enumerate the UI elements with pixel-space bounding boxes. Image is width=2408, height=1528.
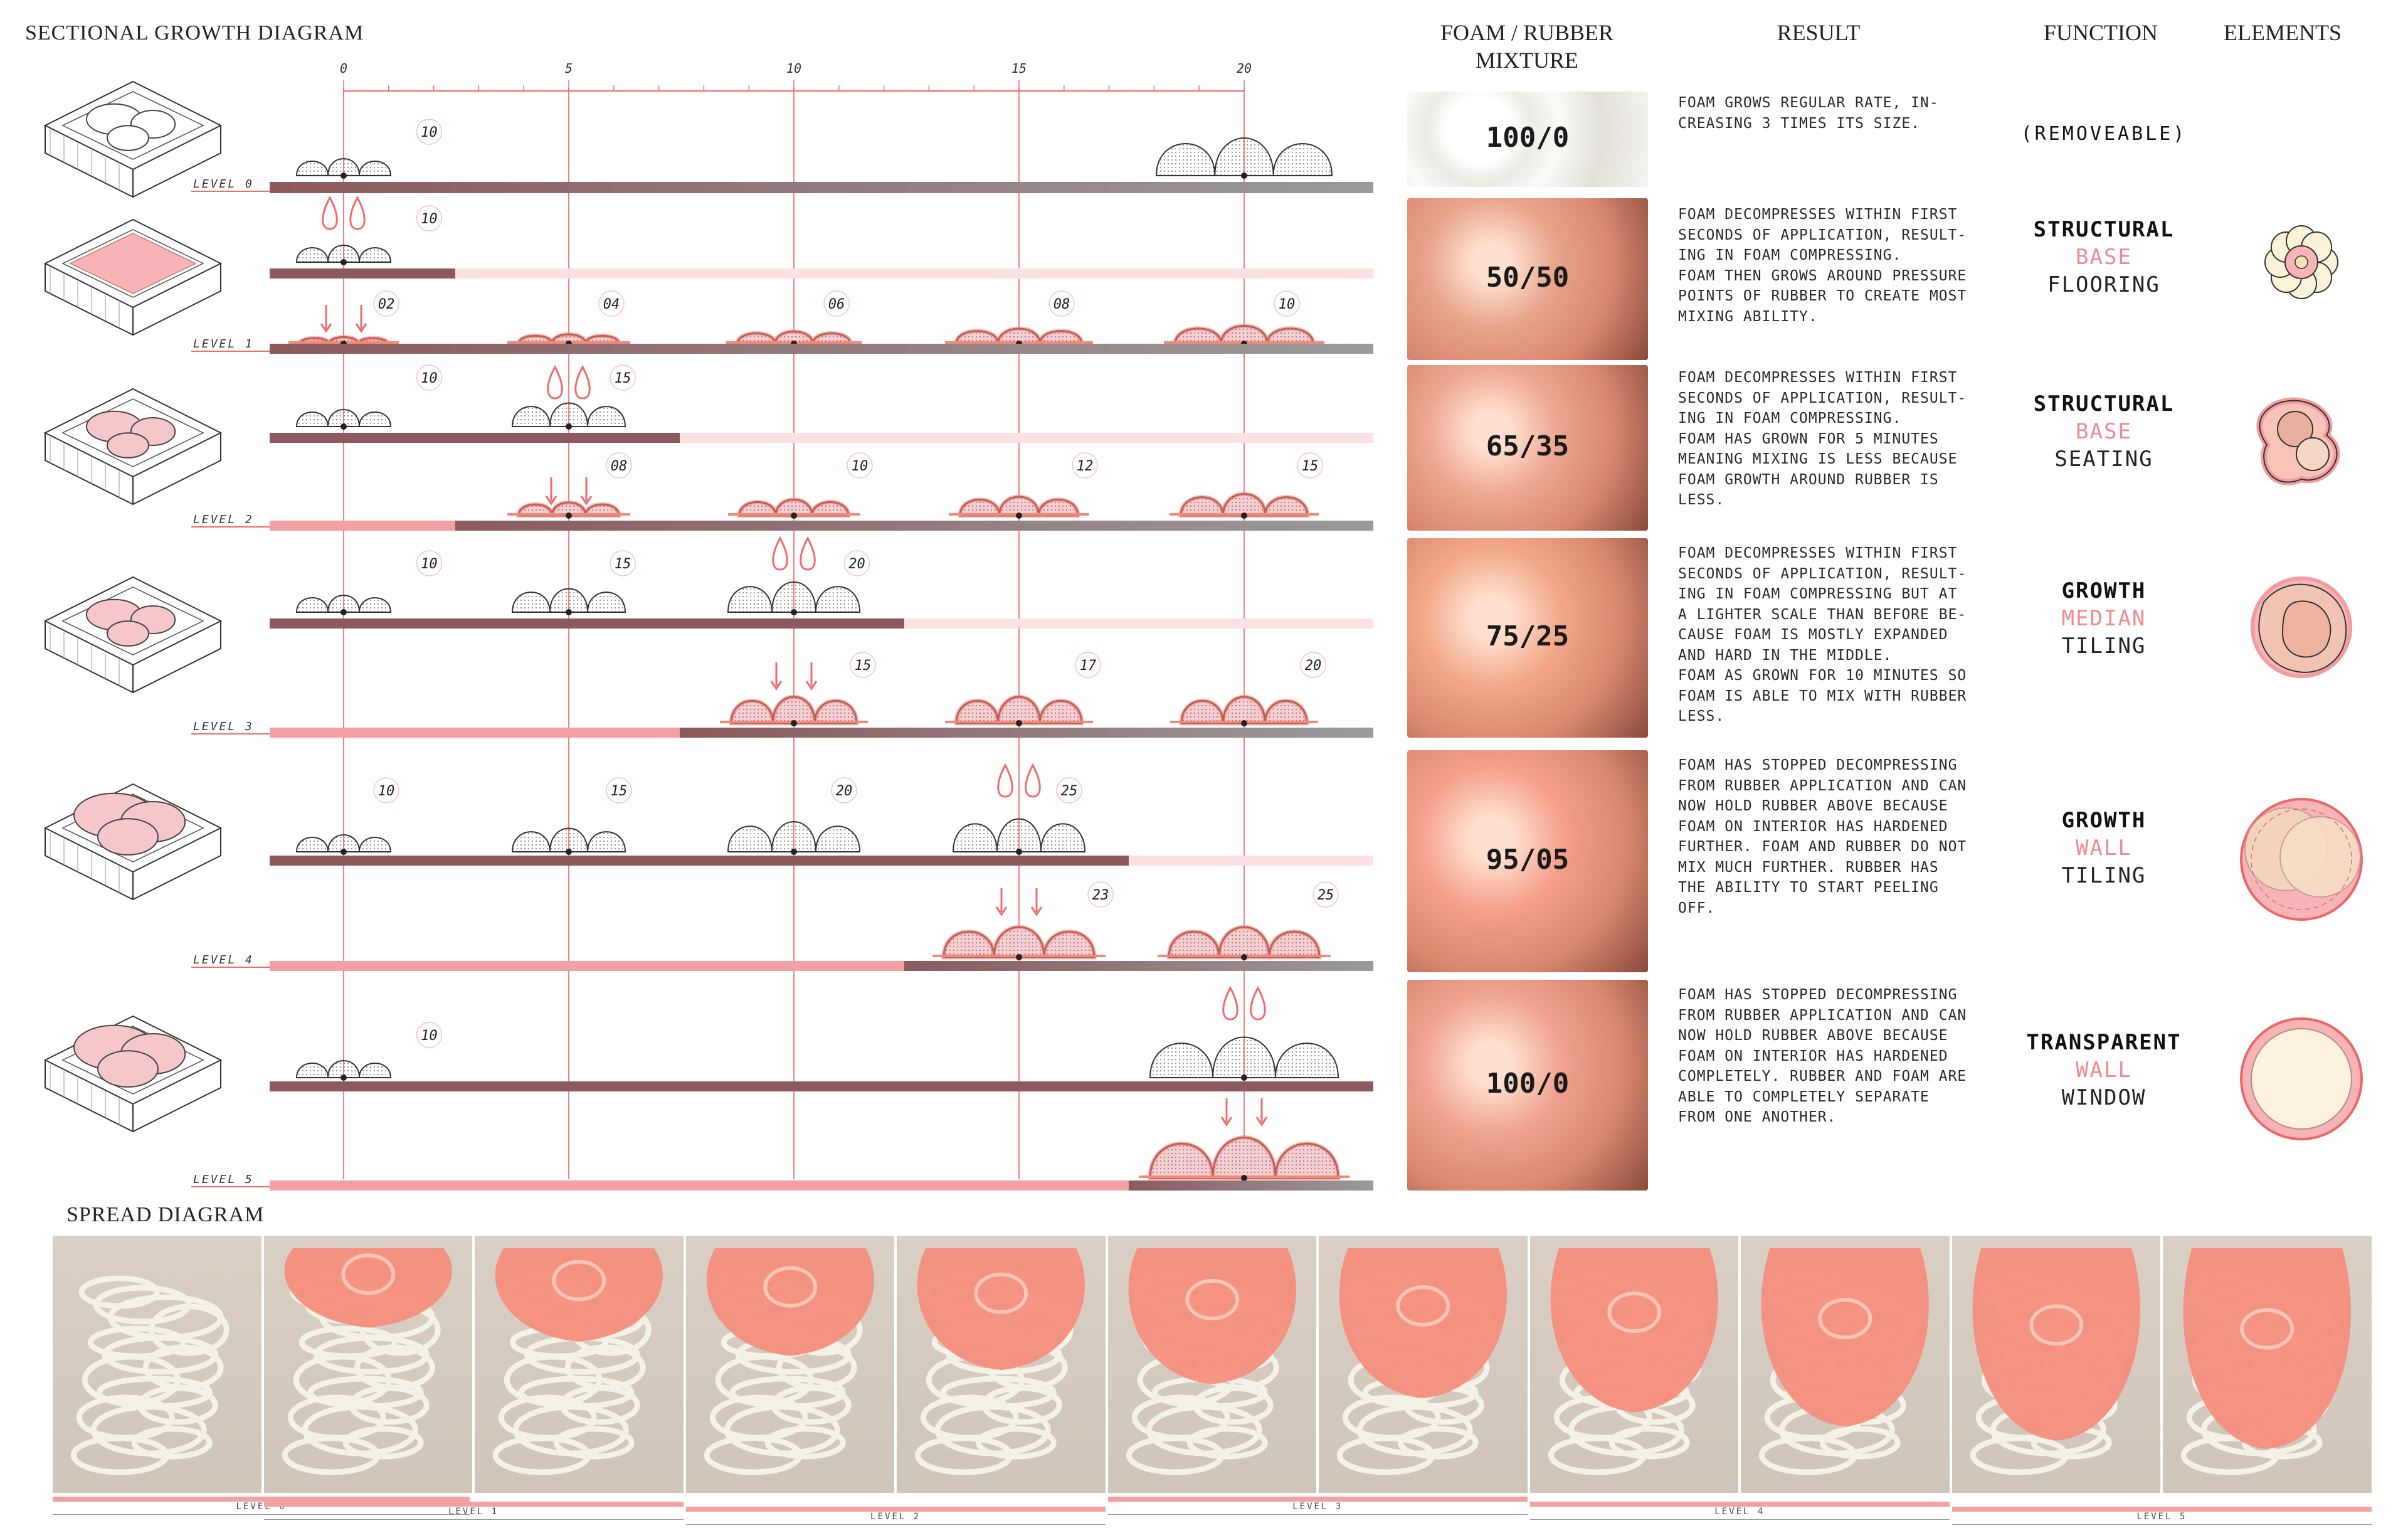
spread-level-label: LEVEL 0 (236, 1502, 287, 1512)
foam-blob (297, 1061, 391, 1081)
spread-photo-art (1108, 1236, 1317, 1493)
timeline-bar (904, 618, 1373, 629)
function-line: BASE (2076, 419, 2132, 444)
spread-photo (2163, 1236, 2372, 1493)
spread-level-label: LEVEL 2 (870, 1512, 921, 1522)
timeline-bar (270, 961, 904, 971)
element-shape-icon (2241, 799, 2362, 920)
function-label (2007, 390, 2201, 473)
function-line: BASE (2076, 245, 2132, 270)
foam-rubber-blob (1170, 494, 1319, 519)
rubber-drop-icon (323, 198, 337, 229)
timeline-bar (270, 856, 1129, 866)
stage-label: 17 (1079, 658, 1097, 674)
spread-level-bar (1108, 1497, 1528, 1515)
level-label: LEVEL 4 (193, 953, 254, 967)
function-line: STRUCTURAL (2033, 217, 2175, 242)
stage-label: 15 (610, 783, 628, 799)
foam-rubber-blob (932, 927, 1106, 960)
level-label: LEVEL 0 (193, 178, 254, 191)
spread-photo (1108, 1236, 1317, 1493)
spread-photo (897, 1236, 1106, 1493)
mixture-photo (1407, 365, 1648, 531)
timeline-bar (904, 961, 1373, 971)
mixture-photo (1407, 198, 1648, 360)
spread-photo-art (897, 1236, 1106, 1493)
timeline-bar (680, 728, 1373, 738)
rubber-drop-icon (773, 538, 788, 570)
foam-rubber-blob (1164, 326, 1324, 348)
timeline-bar (270, 182, 1373, 193)
stage-label: 15 (614, 371, 631, 386)
spread-level-label: LEVEL 1 (448, 1507, 499, 1517)
function-line: (REMOVEABLE) (2020, 123, 2187, 145)
column-header-mixture-line1: FOAM / RUBBER (1440, 20, 1614, 45)
timeline-bar (270, 618, 904, 629)
result-text: FOAM HAS STOPPED DECOMPRESSING FROM RUBBER APPLICATION AND CAN NOW HOLD RUBBER ABOVE BECAUSE FOAM ON INTERIOR HAS HARDENED FURTHER. FOAM AND RUBBER DO NOT MIX MUCH FURTHER. RUBBER HAS THE ABILITY TO START PEELING OFF. (1678, 757, 1967, 916)
foam-rubber-blob (1158, 927, 1331, 960)
spread-photo-art (1530, 1236, 1739, 1493)
function-line: TRANSPARENT (2026, 1030, 2182, 1055)
column-header-function: FUNCTION (2043, 20, 2158, 45)
foam-rubber-blob (720, 697, 868, 726)
spread-level-bar (686, 1507, 1106, 1525)
foam-rubber-blob (949, 497, 1089, 519)
foam-blob (953, 819, 1085, 856)
spread-level-bar (264, 1502, 684, 1520)
spread-photo-art (53, 1236, 261, 1493)
stage-label: 15 (614, 556, 631, 572)
result-text: FOAM DECOMPRESSES WITHIN FIRST SECONDS OF APPLICATION, RESULT- ING IN FOAM COMPRESSING. FOAM HAS GROWN FOR 5 MINUTES MEANING MIXING IS LESS BECAUSE FOAM GROWTH AROUND RUBBER IS LESS. (1678, 369, 1967, 508)
foam-blob (297, 835, 391, 855)
function-line (2007, 176, 2201, 203)
foam-blob (512, 829, 625, 856)
level-label: LEVEL 5 (193, 1173, 254, 1186)
foam-rubber-blob (1139, 1138, 1349, 1182)
rubber-drop-icon (1251, 988, 1265, 1019)
spread-photo-art (686, 1236, 895, 1493)
function-label (2007, 120, 2201, 203)
spread-photo (264, 1236, 473, 1493)
stage-label: 08 (1053, 297, 1070, 312)
spread-photo (1319, 1236, 1528, 1493)
timeline-bar (1129, 1180, 1373, 1191)
foam-blob (728, 822, 860, 855)
rubber-spread (706, 1248, 874, 1356)
timeline-bar (1129, 856, 1373, 866)
timeline-tick-label: 10 (786, 61, 802, 76)
stage-label: 15 (854, 658, 872, 674)
timeline-bar (270, 1081, 1373, 1091)
sectional-growth-diagram (0, 0, 1380, 1204)
timeline-bar (270, 1180, 1129, 1191)
column-header-elements: ELEMENTS (2224, 20, 2342, 45)
function-line: WALL (2076, 1058, 2132, 1083)
level-label: LEVEL 1 (193, 337, 254, 351)
sectional-diagram-title: SECTIONAL GROWTH DIAGRAM (25, 21, 364, 45)
stage-label: 02 (378, 297, 395, 312)
column-header-mixture (1405, 19, 1649, 74)
mixture-ratio: 95/05 (1486, 844, 1570, 876)
function-line: WINDOW (2061, 1085, 2147, 1110)
spread-level-label: LEVEL 5 (2136, 1512, 2187, 1522)
timeline-bar (455, 268, 1373, 279)
stage-label: 04 (603, 297, 620, 312)
stage-label: 10 (421, 211, 438, 227)
mixture-photo (1407, 750, 1648, 972)
spread-photo (1530, 1236, 1739, 1493)
function-line: TILING (2061, 634, 2147, 659)
spread-photo (1741, 1236, 1950, 1493)
timeline-tick-label: 15 (1011, 61, 1027, 76)
stage-label: 10 (421, 1028, 438, 1044)
foam-blob (728, 582, 860, 615)
column-header-result: RESULT (1777, 20, 1861, 45)
spread-photo-art (475, 1236, 684, 1493)
iso-box-icon (45, 784, 221, 899)
foam-blob (297, 595, 391, 615)
spread-photo (53, 1236, 261, 1493)
spread-photo-art (2163, 1236, 2372, 1493)
iso-box-icon (45, 577, 221, 692)
result-text: FOAM DECOMPRESSES WITHIN FIRST SECONDS OF APPLICATION, RESULT- ING IN FOAM COMPRESSING. FOAM THEN GROWS AROUND PRESSURE POINTS OF RUBBER TO CREATE MOST MIXING ABILITY. (1678, 206, 1967, 325)
foam-blob (297, 245, 391, 265)
stage-label: 20 (848, 556, 865, 572)
function-label (2007, 1029, 2201, 1112)
foam-blob (1156, 138, 1332, 179)
rubber-drop-icon (1026, 765, 1040, 797)
function-line: WALL (2076, 836, 2132, 861)
stage-label: 08 (610, 459, 628, 474)
iso-box-icon (45, 220, 221, 335)
stage-label: 23 (1092, 888, 1109, 903)
iso-box-icon (45, 389, 221, 504)
spread-photo (686, 1236, 895, 1493)
result-text: FOAM GROWS REGULAR RATE, IN- CREASING 3 TIMES ITS SIZE. (1678, 95, 1939, 132)
spread-level-label: LEVEL 3 (1292, 1502, 1343, 1512)
spread-diagram (53, 1236, 2374, 1528)
spread-level-bar (1530, 1502, 1950, 1520)
function-line: SEATING (2054, 447, 2153, 472)
function-line: STRUCTURAL (2033, 391, 2175, 416)
stage-label: 25 (1317, 888, 1334, 903)
stage-label: 10 (378, 783, 395, 799)
foam-rubber-blob (1170, 697, 1318, 726)
element-shape-icon (2259, 401, 2337, 482)
mixture-photo (1407, 92, 1648, 187)
element-shape-icon (2241, 1019, 2362, 1139)
foam-rubber-blob (945, 697, 1093, 726)
mixture-photo (1407, 980, 1648, 1191)
function-label (2007, 577, 2201, 660)
function-line: FLOORING (2047, 272, 2160, 297)
foam-blob (512, 589, 625, 616)
iso-box-icon (45, 1016, 221, 1132)
element-shape-icon (2265, 226, 2338, 299)
rubber-drop-icon (801, 538, 815, 570)
column-header-mixture-line2: MIXTURE (1476, 48, 1578, 73)
mixture-ratio: 50/50 (1486, 262, 1570, 294)
spread-level-label: LEVEL 4 (1714, 1507, 1765, 1517)
result-text: FOAM HAS STOPPED DECOMPRESSING FROM RUBBER APPLICATION AND CAN NOW HOLD RUBBER ABOVE BECAUSE FOAM ON INTERIOR HAS HARDENED COMPLETELY. RUBBER AND FOAM ARE ABLE TO COMPLETELY SEPARATE FROM ONE ANOTHER. (1678, 987, 1967, 1125)
stage-label: 10 (421, 371, 438, 386)
spread-diagram-title: SPREAD DIAGRAM (66, 1203, 265, 1226)
spread-level-bar (1952, 1507, 2372, 1525)
stage-label: 20 (1304, 658, 1322, 674)
mixture-ratio: 65/35 (1486, 430, 1570, 462)
timeline-bar (270, 728, 680, 738)
rubber-drop-icon (998, 765, 1013, 797)
spread-photo-art (1741, 1236, 1950, 1493)
function-line: TILING (2061, 863, 2147, 888)
stage-label: 25 (1060, 783, 1078, 799)
timeline-tick-label: 0 (339, 61, 348, 76)
level-label: LEVEL 2 (193, 513, 254, 526)
foam-blob (297, 410, 391, 430)
rubber-drop-icon (351, 198, 365, 229)
rubber-drop-icon (576, 367, 590, 398)
mixture-ratio: 100/0 (1486, 122, 1570, 154)
foam-blob (1150, 1037, 1338, 1081)
foam-rubber-blob (507, 502, 630, 519)
foam-blob (297, 159, 391, 179)
foam-blob (512, 403, 625, 430)
timeline-bar (270, 433, 680, 443)
spread-photo-art (1952, 1236, 2161, 1493)
stage-label: 10 (421, 556, 438, 572)
stage-label: 10 (1278, 297, 1296, 312)
timeline-tick-label: 5 (564, 61, 573, 76)
function-label (2007, 216, 2201, 299)
function-line: GROWTH (2061, 578, 2147, 603)
result-text: FOAM DECOMPRESSES WITHIN FIRST SECONDS OF APPLICATION, RESULT- ING IN FOAM COMPRESSING BUT AT A LIGHTER SCALE THAN BEFORE BE- CAUSE FOAM IS MOSTLY EXPANDED AND HARD IN THE MIDDLE. FOAM AS GROWN FOR 10 MINUTES SO FOAM IS ABLE TO MIX WITH RUBBER LESS. (1678, 545, 1967, 724)
spread-photo (475, 1236, 684, 1493)
stage-label: 06 (828, 297, 845, 312)
stage-label: 10 (851, 459, 869, 474)
timeline-bar (680, 433, 1373, 443)
spread-photo (1952, 1236, 2161, 1493)
mixture-ratio: 75/25 (1486, 620, 1570, 652)
stage-label: 20 (835, 783, 853, 799)
stage-label: 12 (1076, 459, 1094, 474)
mixture-photo (1407, 538, 1648, 738)
timeline-tick-label: 20 (1236, 61, 1252, 76)
timeline-bar (270, 521, 455, 531)
timeline-bar (270, 268, 455, 279)
function-label (2007, 807, 2201, 889)
function-line (2007, 148, 2201, 176)
mixture-ratio: 100/0 (1486, 1068, 1570, 1100)
foam-rubber-blob (728, 500, 860, 519)
stage-label: 15 (1301, 459, 1319, 474)
spread-photo-art (264, 1236, 473, 1493)
level-label: LEVEL 3 (193, 720, 254, 733)
rubber-drop-icon (1223, 988, 1238, 1019)
rubber-drop-icon (548, 367, 562, 398)
timeline-bar (455, 521, 1373, 531)
spread-photo-art (1319, 1236, 1528, 1493)
function-line: GROWTH (2061, 808, 2147, 833)
function-line: MEDIAN (2061, 606, 2147, 631)
element-shape-icon (2252, 578, 2350, 676)
elements-column (2207, 63, 2395, 1204)
timeline-bar (270, 344, 1373, 354)
stage-label: 10 (421, 125, 438, 141)
